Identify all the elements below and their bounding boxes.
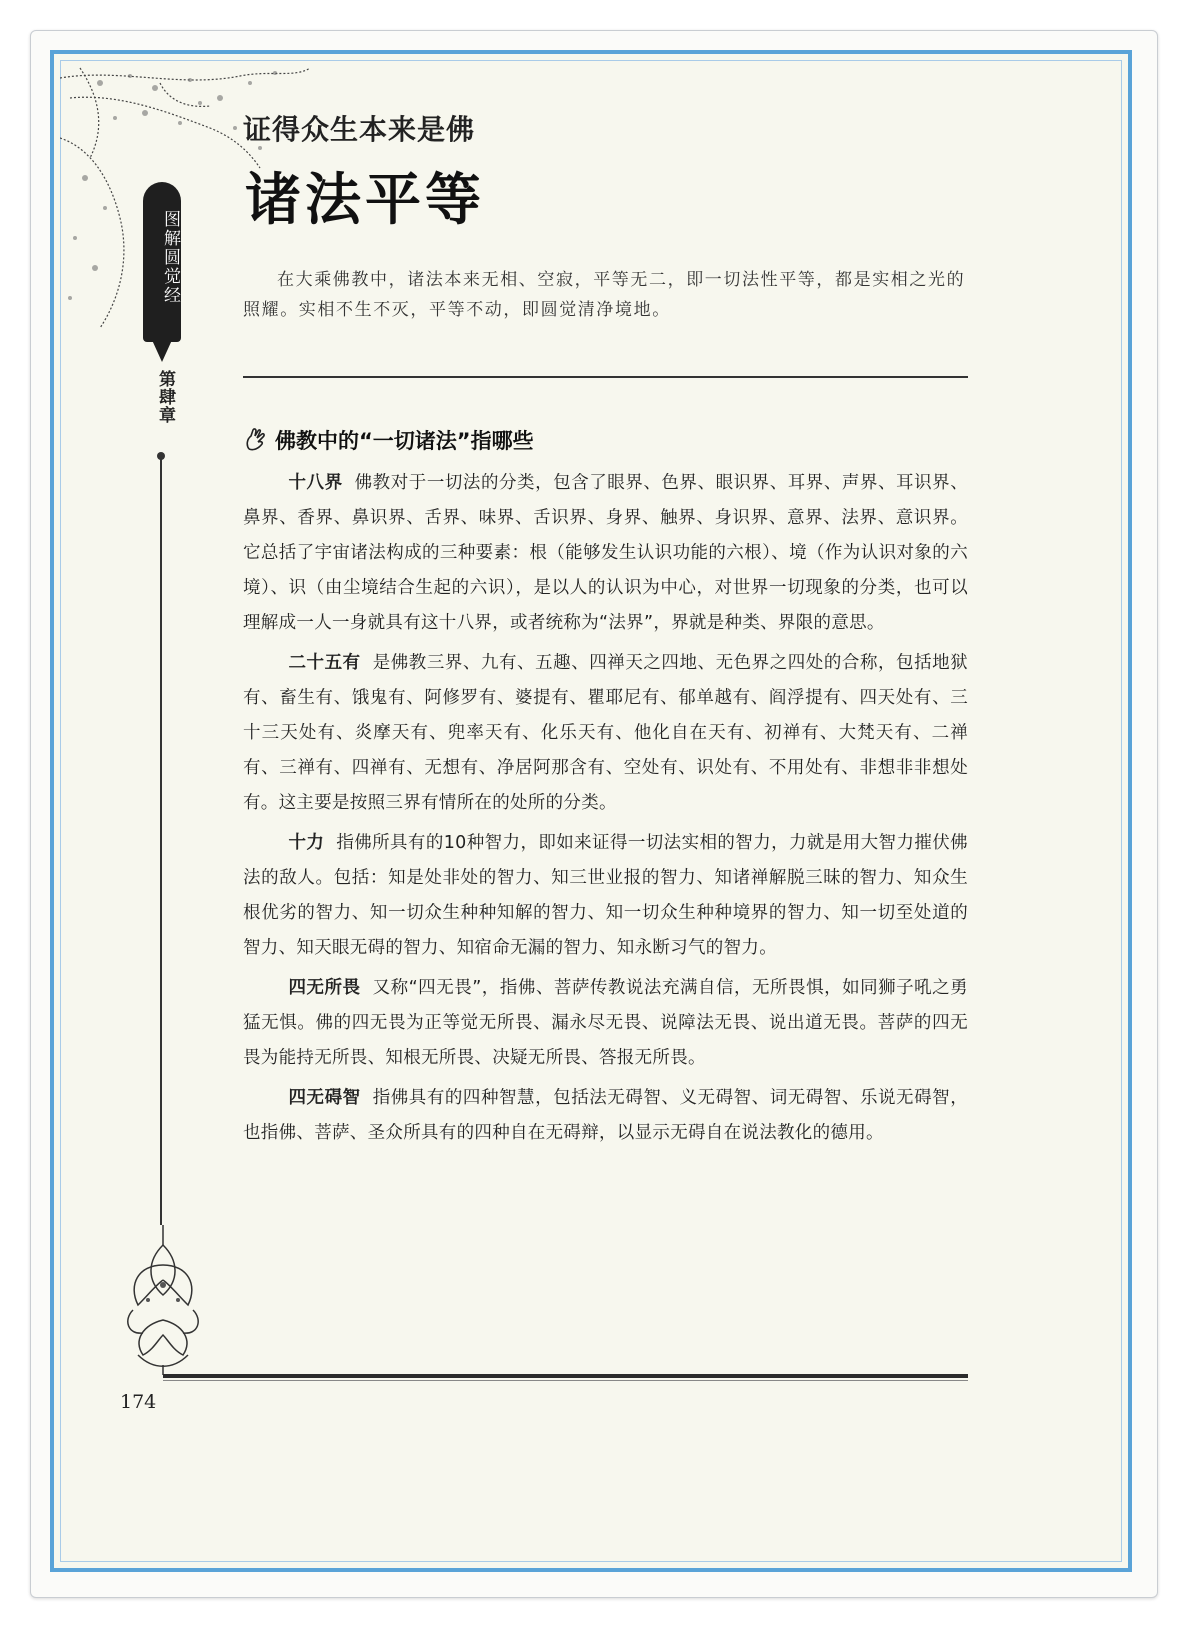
intro-paragraph: 在大乘佛教中，诸法本来无相、空寂，平等无二，即一切法性平等，都是实相之光的照耀。实相不生不灭，平等不动，即圆觉清净境地。 xyxy=(243,270,966,320)
page-subtitle: 证得众生本来是佛 xyxy=(243,113,476,146)
hand-mudra-icon xyxy=(243,427,269,453)
entry-paragraph xyxy=(243,971,968,1076)
entry-paragraph xyxy=(243,466,968,641)
body-text xyxy=(243,466,968,1156)
entry-text: 指佛具有的四种智慧，包括法无碍智、义无碍智、词无碍智、乐说无碍智，也指佛、菩萨、圣众所具有的四种自在无碍辩，以显示无碍自在说法教化的德用。 xyxy=(243,1088,968,1143)
entry-text: 指佛所具有的10种智力，即如来证得一切法实相的智力，力就是用大智力摧伏佛法的敌人。包括：知是处非处的智力、知三世业报的智力、知诸禅解脱三昧的智力、知众生根优劣的智力、知一切众生种种知解的智力、知一切众生种种境界的智力、知一切至处道的智力、知天眼无碍的智力、知宿命无漏的智力、知永断习气的智力。 xyxy=(243,833,968,958)
footer-rule-thin xyxy=(163,1380,968,1381)
footer-rule xyxy=(163,1374,968,1378)
entry-text: 又称“四无畏”，指佛、菩萨传教说法充满自信，无所畏惧，如同狮子吼之勇猛无惧。佛的四无畏为正等觉无所畏、漏永尽无畏、说障法无畏、说出道无畏。菩萨的四无畏为能持无所畏、知根无所畏、决疑无所畏、答报无所畏。 xyxy=(243,978,968,1068)
entry-text: 佛教对于一切法的分类，包含了眼界、色界、眼识界、耳界、声界、耳识界、鼻界、香界、鼻识界、舌界、味界、舌识界、身界、触界、身识界、意界、法界、意识界。它总括了宇宙诸法构成的三种要素：根（能够发生认识功能的六根）、境（作为认识对象的六境）、识（由尘境结合生起的六识），是以人的认识为中心，对世界一切现象的分类，也可以理解成一人一身就具有这十八界，或者统称为“法界”，界就是种类、界限的意思。 xyxy=(243,473,968,633)
entry-term: 四无碍智 xyxy=(288,1088,361,1108)
entry-paragraph xyxy=(243,1081,968,1151)
book-title-tab xyxy=(143,182,181,342)
section-heading xyxy=(243,425,534,455)
entry-term: 二十五有 xyxy=(288,653,361,673)
lotus-ornament-icon xyxy=(118,1225,208,1375)
page-title: 诸法平等 xyxy=(245,167,485,233)
book-title-tab-tip xyxy=(152,340,172,362)
entry-paragraph xyxy=(243,826,968,966)
page-number: 174 xyxy=(120,1391,157,1413)
book-title: 图解圆觉经 xyxy=(160,210,180,305)
entry-text: 是佛教三界、九有、五趣、四禅天之四地、无色界之四处的合称，包括地狱有、畜生有、饿鬼有、阿修罗有、婆提有、瞿耶尼有、郁单越有、阎浮提有、四天处有、三十三天处有、炎摩天有、兜率天有、化乐天有、他化自在天有、初禅有、大梵天有、二禅有、三禅有、四禅有、无想有、净居阿那含有、空处有、识处有、不用处有、非想非非想处有。这主要是按照三界有情所在的处所的分类。 xyxy=(243,653,968,813)
entry-term: 十力 xyxy=(288,833,325,853)
entry-paragraph xyxy=(243,646,968,821)
sidebar-line xyxy=(160,455,162,1225)
section-heading-text: 佛教中的“一切诸法”指哪些 xyxy=(275,429,534,453)
divider-line xyxy=(243,376,968,378)
entry-term: 十八界 xyxy=(288,473,343,493)
entry-term: 四无所畏 xyxy=(288,978,361,998)
chapter-label: 第肆章 xyxy=(155,370,175,424)
